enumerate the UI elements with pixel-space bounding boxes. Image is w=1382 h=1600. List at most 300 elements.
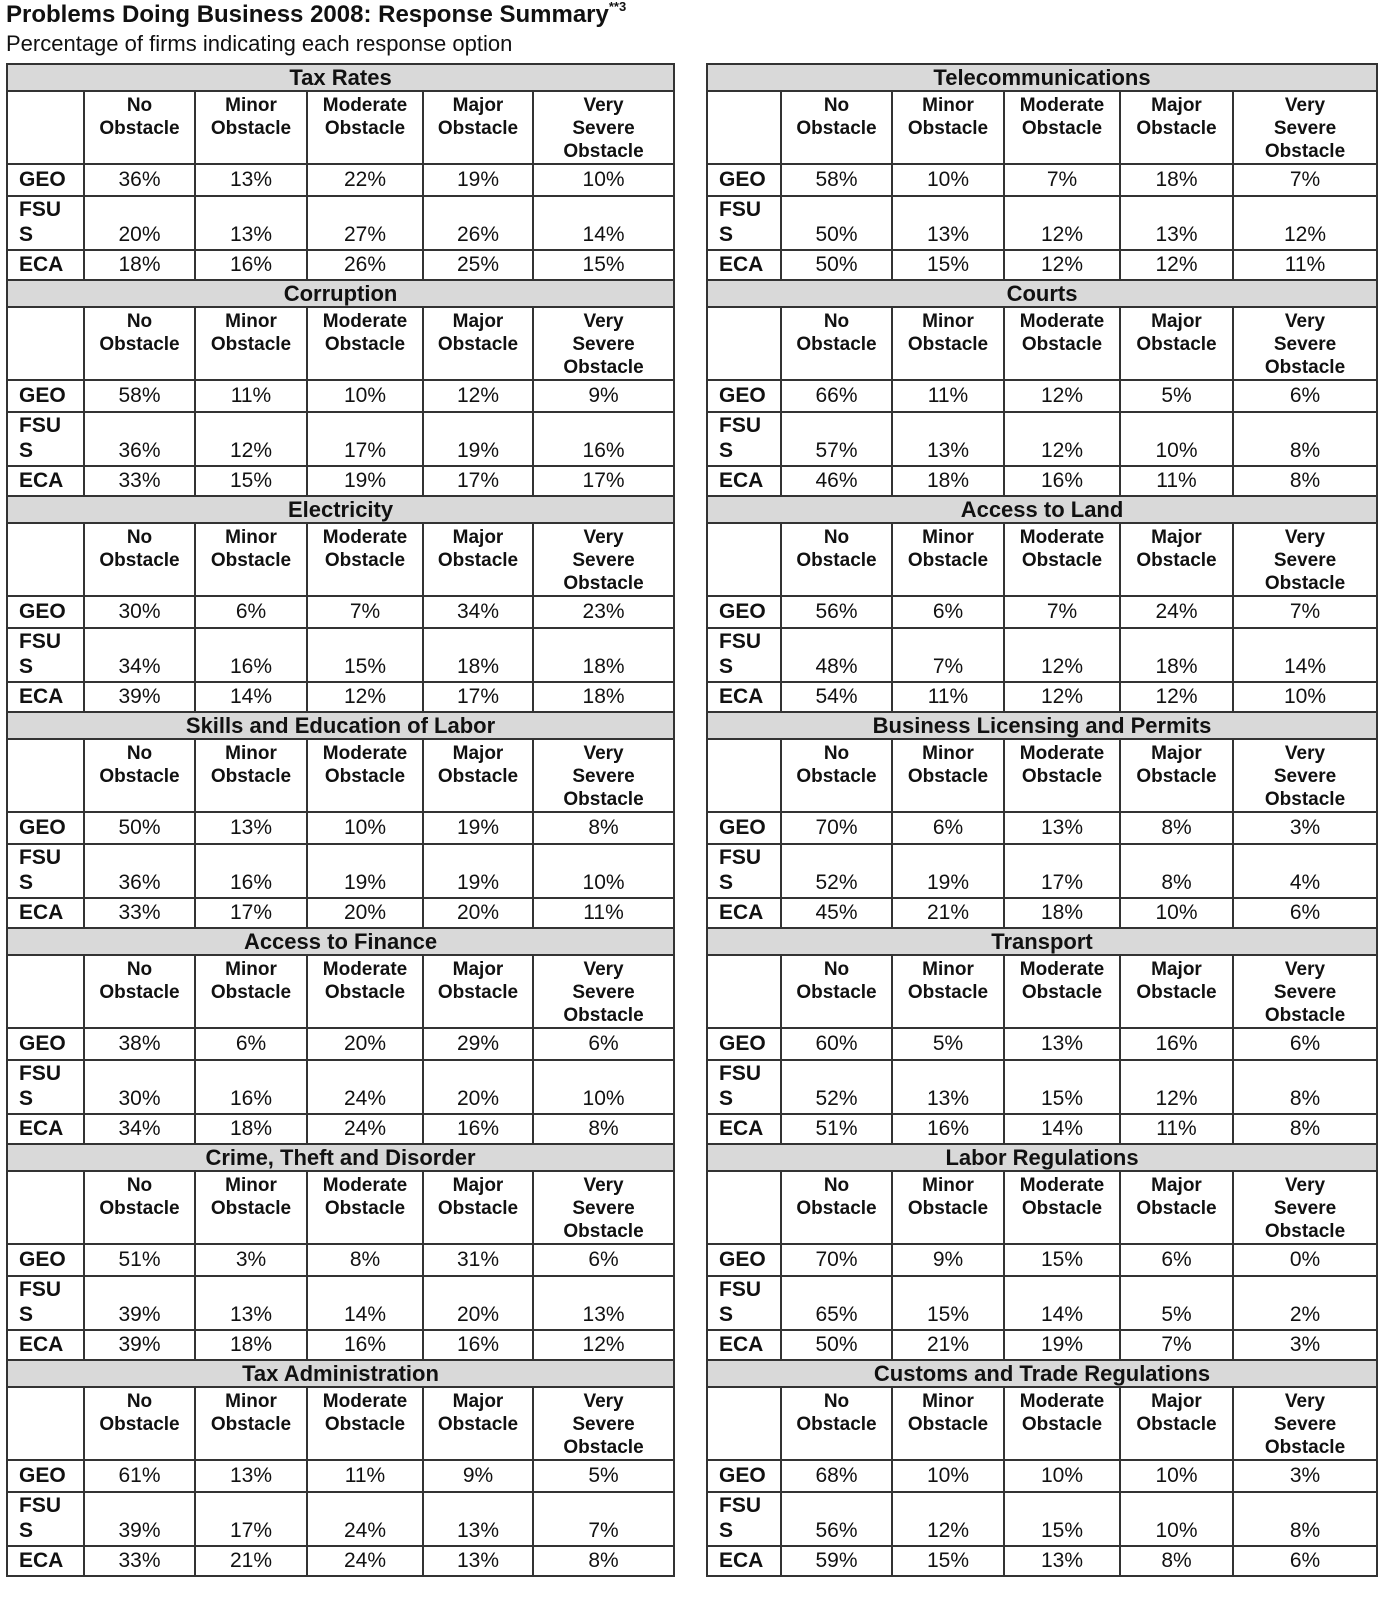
row-geo-label: GEO: [7, 1244, 84, 1276]
column-header-line: Obstacle: [99, 1198, 180, 1219]
value-cell: 13%: [1004, 812, 1120, 844]
column-header: [781, 739, 892, 812]
value-cell: 16%: [195, 628, 307, 682]
column-header: [533, 955, 674, 1028]
value-cell: 11%: [307, 1460, 423, 1492]
column-header-line: Very: [583, 743, 624, 764]
header-corner-cell: [707, 1387, 781, 1460]
panel-title: Business Licensing and Permits: [707, 712, 1377, 739]
column-header-line: Obstacle: [99, 334, 180, 355]
column-header-line: Obstacle: [907, 118, 989, 139]
value-cell: 9%: [892, 1244, 1004, 1276]
value-cell: 9%: [533, 380, 674, 412]
value-cell: 13%: [892, 196, 1004, 250]
value-cell: 16%: [423, 1330, 533, 1360]
column-header: [1120, 91, 1233, 164]
column-header-row: [707, 523, 1377, 596]
value-cell: 20%: [307, 1028, 423, 1060]
value-cell: 20%: [423, 1276, 533, 1330]
row-geo-label: GEO: [7, 1460, 84, 1492]
column-header: [1004, 1387, 1120, 1460]
column-header-row: [707, 1171, 1377, 1244]
column-header-line: No: [126, 1175, 153, 1196]
row-label-line: FSU: [719, 414, 761, 437]
table-row: [707, 1028, 1377, 1060]
column-header: [423, 739, 533, 812]
value-cell: 15%: [1004, 1244, 1120, 1276]
value-cell: 7%: [1233, 164, 1377, 196]
row-label-line: FSU: [719, 1494, 761, 1517]
column-header-line: Obstacle: [907, 1414, 989, 1435]
value-cell: 12%: [892, 1492, 1004, 1546]
column-header-line: Obstacle: [907, 1198, 989, 1219]
row-label-line: FSU: [719, 630, 761, 653]
column-header-line: Moderate: [322, 527, 408, 548]
column-header-row: [7, 307, 674, 380]
column-header-line: Obstacle: [796, 1198, 877, 1219]
value-cell: 5%: [892, 1028, 1004, 1060]
panel-title: Labor Regulations: [707, 1144, 1377, 1171]
row-label-line: S: [19, 223, 34, 246]
table-row: [7, 1492, 674, 1546]
row-geo-label: GEO: [707, 380, 781, 412]
column-header-line: Obstacle: [324, 1414, 406, 1435]
column-header-line: Severe: [1273, 766, 1337, 787]
value-cell: 15%: [892, 1276, 1004, 1330]
value-cell: 6%: [892, 812, 1004, 844]
row-fsu-s-label: [707, 196, 781, 250]
column-header: [195, 1387, 307, 1460]
header-corner-cell: [7, 91, 84, 164]
column-header-line: Obstacle: [796, 982, 877, 1003]
row-label-line: S: [19, 655, 34, 678]
column-header-line: Severe: [1273, 334, 1337, 355]
value-cell: 12%: [195, 412, 307, 466]
value-cell: 7%: [1233, 596, 1377, 628]
panel-title-row-transport: [707, 928, 1377, 955]
left-panels-column: [6, 63, 673, 1577]
column-header-line: Obstacle: [907, 550, 989, 571]
table-row: [7, 250, 674, 280]
value-cell: 12%: [1004, 250, 1120, 280]
value-cell: 12%: [1004, 628, 1120, 682]
row-eca-label: ECA: [707, 466, 781, 496]
value-cell: 8%: [1120, 844, 1233, 898]
value-cell: 13%: [195, 1276, 307, 1330]
value-cell: 6%: [892, 596, 1004, 628]
column-header-line: Major: [452, 95, 504, 116]
column-header: [423, 1387, 533, 1460]
column-header-line: Obstacle: [1021, 982, 1103, 1003]
page-title: [6, 0, 1376, 30]
column-header-line: Major: [452, 959, 504, 980]
value-cell: 14%: [533, 196, 674, 250]
column-header-line: Major: [1151, 1175, 1202, 1196]
column-header: [533, 307, 674, 380]
value-cell: 50%: [781, 196, 892, 250]
column-header-line: Obstacle: [1136, 766, 1217, 787]
column-header: [84, 307, 195, 380]
column-header-row: [707, 307, 1377, 380]
value-cell: 39%: [84, 682, 195, 712]
row-label-line: FSU: [719, 846, 761, 869]
value-cell: 10%: [1233, 682, 1377, 712]
value-cell: 16%: [307, 1330, 423, 1360]
value-cell: 12%: [1120, 682, 1233, 712]
panel-title-row-electricity: [7, 496, 674, 523]
value-cell: 13%: [423, 1492, 533, 1546]
value-cell: 13%: [195, 196, 307, 250]
row-eca-label: ECA: [707, 250, 781, 280]
column-header-line: Minor: [225, 959, 277, 980]
panel-title: Skills and Education of Labor: [7, 712, 674, 739]
value-cell: 16%: [423, 1114, 533, 1144]
value-cell: 25%: [423, 250, 533, 280]
column-header: [892, 91, 1004, 164]
row-fsu-s-label: [7, 196, 84, 250]
value-cell: 12%: [1004, 196, 1120, 250]
column-header-line: Moderate: [1019, 1175, 1105, 1196]
value-cell: 7%: [1120, 1330, 1233, 1360]
value-cell: 16%: [1004, 466, 1120, 496]
column-header-line: Moderate: [322, 311, 408, 332]
value-cell: 17%: [1004, 844, 1120, 898]
value-cell: 21%: [892, 1330, 1004, 1360]
page-title-text: Problems Doing Business 2008: Response Summary: [6, 1, 609, 28]
value-cell: 10%: [307, 812, 423, 844]
value-cell: 18%: [195, 1114, 307, 1144]
column-header-line: Very: [1284, 959, 1326, 980]
column-header: [533, 1387, 674, 1460]
header-corner-cell: [707, 523, 781, 596]
value-cell: 6%: [1233, 1546, 1377, 1576]
value-cell: 33%: [84, 898, 195, 928]
value-cell: 18%: [533, 682, 674, 712]
column-header-line: Obstacle: [324, 1198, 406, 1219]
table-row: [7, 1460, 674, 1492]
value-cell: 52%: [781, 844, 892, 898]
value-cell: 6%: [195, 1028, 307, 1060]
column-header-line: Obstacle: [324, 118, 406, 139]
table-row: [7, 628, 674, 682]
value-cell: 13%: [195, 1460, 307, 1492]
row-label-line: S: [19, 1519, 34, 1542]
value-cell: 19%: [423, 812, 533, 844]
value-cell: 23%: [533, 596, 674, 628]
value-cell: 36%: [84, 412, 195, 466]
value-cell: 19%: [307, 466, 423, 496]
row-eca-label: ECA: [707, 1330, 781, 1360]
column-header-line: Moderate: [1019, 743, 1105, 764]
value-cell: 0%: [1233, 1244, 1377, 1276]
column-header: [307, 739, 423, 812]
value-cell: 3%: [1233, 1460, 1377, 1492]
column-header-line: Obstacle: [324, 982, 406, 1003]
column-header: [1120, 523, 1233, 596]
table-row: [7, 596, 674, 628]
column-header-line: Moderate: [322, 1391, 408, 1412]
value-cell: 7%: [533, 1492, 674, 1546]
column-header-line: Minor: [922, 743, 974, 764]
column-header-line: Major: [1151, 527, 1202, 548]
value-cell: 51%: [84, 1244, 195, 1276]
value-cell: 15%: [1004, 1060, 1120, 1114]
column-header-line: Minor: [922, 527, 974, 548]
column-header: [1120, 307, 1233, 380]
value-cell: 39%: [84, 1492, 195, 1546]
column-header-line: Severe: [1273, 550, 1337, 571]
table-row: [7, 898, 674, 928]
column-header-line: Severe: [572, 1414, 635, 1435]
value-cell: 14%: [1004, 1276, 1120, 1330]
column-header: [1004, 307, 1120, 380]
row-eca-label: ECA: [707, 1114, 781, 1144]
column-header: [1233, 1171, 1377, 1244]
value-cell: 7%: [307, 596, 423, 628]
column-header-line: Severe: [1273, 1414, 1337, 1435]
column-header-line: Very: [583, 311, 624, 332]
column-header-line: Very: [1284, 1391, 1326, 1412]
column-header-line: Obstacle: [1136, 550, 1217, 571]
column-header-line: Severe: [1273, 118, 1337, 139]
value-cell: 18%: [423, 628, 533, 682]
table-row: [707, 380, 1377, 412]
row-label-line: FSU: [19, 1494, 61, 1517]
column-header-line: No: [126, 743, 153, 764]
value-cell: 2%: [1233, 1276, 1377, 1330]
value-cell: 6%: [533, 1244, 674, 1276]
value-cell: 24%: [307, 1492, 423, 1546]
table-row: [7, 164, 674, 196]
table-row: [707, 1330, 1377, 1360]
column-header-line: Obstacle: [1264, 1221, 1346, 1242]
table-row: [707, 1244, 1377, 1276]
value-cell: 13%: [1004, 1028, 1120, 1060]
column-header-line: No: [823, 95, 850, 116]
column-header: [195, 91, 307, 164]
column-header-line: Obstacle: [437, 118, 519, 139]
value-cell: 33%: [84, 1546, 195, 1576]
column-header-line: Obstacle: [210, 550, 292, 571]
value-cell: 31%: [423, 1244, 533, 1276]
column-header-line: Obstacle: [1264, 1005, 1346, 1026]
table-row: [7, 1546, 674, 1576]
panel-title: Transport: [707, 928, 1377, 955]
value-cell: 15%: [195, 466, 307, 496]
panel-title: Corruption: [7, 280, 674, 307]
response-table: [706, 63, 1378, 1577]
value-cell: 26%: [423, 196, 533, 250]
row-geo-label: GEO: [7, 380, 84, 412]
value-cell: 10%: [1120, 1460, 1233, 1492]
value-cell: 12%: [1004, 682, 1120, 712]
column-header: [423, 955, 533, 1028]
column-header-line: Obstacle: [210, 1414, 292, 1435]
header-corner-cell: [7, 739, 84, 812]
value-cell: 14%: [1004, 1114, 1120, 1144]
column-header-row: [7, 91, 674, 164]
column-header-line: Obstacle: [437, 1198, 519, 1219]
value-cell: 9%: [423, 1460, 533, 1492]
value-cell: 24%: [307, 1114, 423, 1144]
value-cell: 5%: [1120, 380, 1233, 412]
value-cell: 8%: [1233, 466, 1377, 496]
value-cell: 38%: [84, 1028, 195, 1060]
column-header: [892, 1387, 1004, 1460]
column-header-row: [7, 1387, 674, 1460]
panel-title: Tax Administration: [7, 1360, 674, 1387]
column-header-line: Obstacle: [563, 1437, 644, 1458]
panel-title-row-labor-regulations: [707, 1144, 1377, 1171]
right-panels-column: [706, 63, 1376, 1577]
column-header-line: No: [823, 311, 850, 332]
value-cell: 18%: [1120, 164, 1233, 196]
column-header-line: No: [126, 527, 153, 548]
column-header: [892, 523, 1004, 596]
value-cell: 19%: [423, 412, 533, 466]
row-eca-label: ECA: [707, 682, 781, 712]
column-header-line: Obstacle: [1021, 334, 1103, 355]
value-cell: 10%: [533, 1060, 674, 1114]
column-header-line: Severe: [1273, 982, 1337, 1003]
value-cell: 18%: [1120, 628, 1233, 682]
column-header-line: Obstacle: [99, 1414, 180, 1435]
column-header: [1004, 91, 1120, 164]
row-eca-label: ECA: [7, 1114, 84, 1144]
column-header-line: Obstacle: [99, 118, 180, 139]
value-cell: 17%: [423, 682, 533, 712]
row-geo-label: GEO: [7, 1028, 84, 1060]
table-row: [707, 1276, 1377, 1330]
column-header-row: [7, 1171, 674, 1244]
value-cell: 10%: [892, 164, 1004, 196]
value-cell: 15%: [892, 250, 1004, 280]
column-header-line: Obstacle: [1021, 550, 1103, 571]
panel-title: Crime, Theft and Disorder: [7, 1144, 674, 1171]
column-header-line: Moderate: [322, 1175, 408, 1196]
value-cell: 8%: [1120, 812, 1233, 844]
row-eca-label: ECA: [7, 466, 84, 496]
value-cell: 68%: [781, 1460, 892, 1492]
column-header: [533, 739, 674, 812]
value-cell: 34%: [423, 596, 533, 628]
table-row: [707, 1460, 1377, 1492]
column-header-line: Obstacle: [437, 1414, 519, 1435]
value-cell: 10%: [533, 164, 674, 196]
value-cell: 5%: [1120, 1276, 1233, 1330]
column-header: [195, 955, 307, 1028]
table-row: [707, 250, 1377, 280]
value-cell: 14%: [307, 1276, 423, 1330]
column-header: [781, 91, 892, 164]
column-header-line: No: [823, 959, 850, 980]
row-label-line: S: [719, 1087, 734, 1110]
column-header: [195, 307, 307, 380]
column-header-line: Moderate: [322, 743, 408, 764]
column-header: [84, 739, 195, 812]
row-geo-label: GEO: [7, 596, 84, 628]
row-geo-label: GEO: [707, 812, 781, 844]
value-cell: 12%: [1120, 1060, 1233, 1114]
value-cell: 3%: [1233, 812, 1377, 844]
header-corner-cell: [7, 1387, 84, 1460]
column-header-line: Obstacle: [563, 1221, 644, 1242]
value-cell: 13%: [892, 412, 1004, 466]
column-header-line: Obstacle: [563, 573, 644, 594]
column-header-line: Very: [583, 527, 624, 548]
column-header-line: Major: [1151, 95, 1202, 116]
column-header: [307, 1171, 423, 1244]
row-fsu-s-label: [7, 1276, 84, 1330]
column-header: [781, 955, 892, 1028]
column-header: [533, 1171, 674, 1244]
value-cell: 48%: [781, 628, 892, 682]
table-row: [707, 628, 1377, 682]
table-row: [7, 844, 674, 898]
value-cell: 60%: [781, 1028, 892, 1060]
value-cell: 6%: [1233, 380, 1377, 412]
value-cell: 7%: [1004, 596, 1120, 628]
header-corner-cell: [7, 1171, 84, 1244]
column-header-line: Moderate: [1019, 95, 1105, 116]
column-header-line: Obstacle: [907, 766, 989, 787]
column-header-line: Obstacle: [437, 334, 519, 355]
value-cell: 3%: [195, 1244, 307, 1276]
column-header-line: Very: [1284, 95, 1326, 116]
column-header-line: Obstacle: [324, 334, 406, 355]
value-cell: 11%: [1120, 1114, 1233, 1144]
column-header-line: Obstacle: [563, 141, 644, 162]
value-cell: 11%: [533, 898, 674, 928]
column-header-line: Severe: [572, 1198, 635, 1219]
value-cell: 11%: [195, 380, 307, 412]
value-cell: 45%: [781, 898, 892, 928]
table-row: [7, 412, 674, 466]
value-cell: 16%: [892, 1114, 1004, 1144]
column-header: [195, 1171, 307, 1244]
column-header-row: [7, 523, 674, 596]
column-header-line: Obstacle: [210, 982, 292, 1003]
column-header: [1120, 1387, 1233, 1460]
row-geo-label: GEO: [707, 596, 781, 628]
column-header: [1120, 955, 1233, 1028]
header-corner-cell: [707, 307, 781, 380]
column-header-line: Moderate: [1019, 1391, 1105, 1412]
value-cell: 57%: [781, 412, 892, 466]
column-header-row: [707, 91, 1377, 164]
column-header-line: Obstacle: [437, 550, 519, 571]
column-header: [1233, 739, 1377, 812]
value-cell: 10%: [1120, 898, 1233, 928]
value-cell: 33%: [84, 466, 195, 496]
value-cell: 46%: [781, 466, 892, 496]
column-header: [892, 307, 1004, 380]
value-cell: 21%: [195, 1546, 307, 1576]
row-label-line: FSU: [719, 1062, 761, 1085]
row-fsu-s-label: [7, 1060, 84, 1114]
column-header-row: [707, 739, 1377, 812]
value-cell: 19%: [1004, 1330, 1120, 1360]
table-row: [707, 1546, 1377, 1576]
column-header-line: Minor: [225, 311, 277, 332]
column-header-line: Obstacle: [1136, 1198, 1217, 1219]
column-header-line: Obstacle: [324, 550, 406, 571]
value-cell: 17%: [195, 1492, 307, 1546]
value-cell: 8%: [533, 1114, 674, 1144]
value-cell: 70%: [781, 1244, 892, 1276]
column-header-line: Very: [583, 1175, 624, 1196]
column-header-line: Obstacle: [99, 550, 180, 571]
